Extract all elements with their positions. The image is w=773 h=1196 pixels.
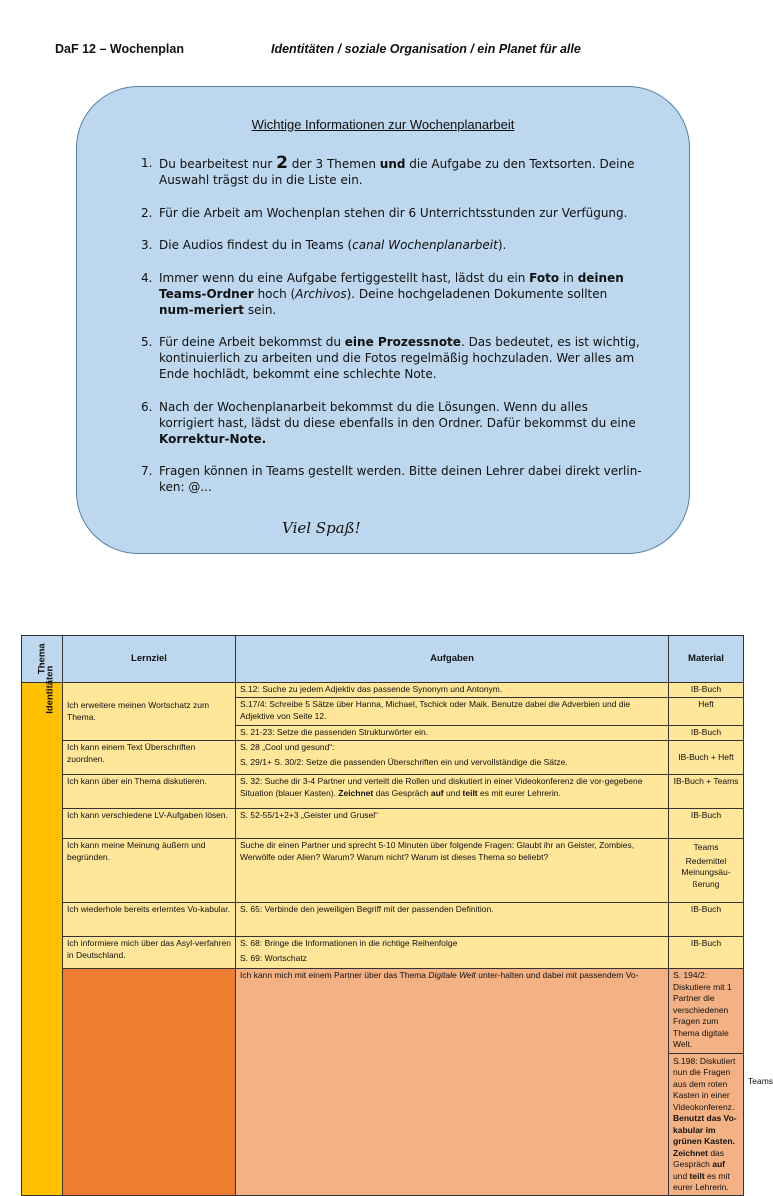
header-thema: [22, 636, 63, 683]
info-item: [141, 334, 645, 382]
material-cell: IB-Buch: [669, 937, 744, 969]
aufgabe-bold: Benutzt das Vo-kabular im grünen Kasten. Zeichnet: [673, 1113, 737, 1158]
lernziel-cell: Ich kann verschiedene LV-Aufgaben lösen.: [63, 809, 236, 839]
item-text: Du bearbeitest nur: [159, 157, 277, 171]
aufgabe-text: es mit eurer Lehrerin.: [477, 787, 561, 798]
aufgabe-bold: Zeichnet: [338, 787, 374, 798]
item-number: 4.: [141, 270, 153, 285]
item-text: die Aufgabe zu den Textsorten. Deine Auswahl trägst du in die Liste ein.: [159, 157, 635, 187]
item-text: Die Audios findest du in Teams (: [159, 238, 353, 252]
aufgabe-cell: S.12: Suche zu jedem Adjektiv das passende Synonym und Antonym.: [236, 683, 669, 698]
closing-text: Viel Spaß!: [282, 519, 361, 537]
item-text: Für die Arbeit am Wochenplan stehen dir 6 Unterrichtsstunden zur Verfügung.: [159, 205, 628, 220]
material-line: Redemittel Meinungsäu-ßerung: [681, 855, 731, 889]
header-material: Material: [669, 636, 744, 683]
aufgabe-text: S. 32: Suche dir 3-4 Partner und verteilt die Rollen und diskutiert in einer Videokonferenz die vor-gegebene Situation (blauer Kasten).: [240, 776, 643, 798]
item-text: sein.: [244, 302, 277, 317]
item-text: Immer wenn du eine Aufgabe fertiggestellt hast, lädst du ein: [159, 270, 530, 285]
material-cell: IB-Buch: [669, 903, 744, 937]
aufgabe-text: und: [443, 787, 463, 798]
aufgabe-cell: S. 65: Verbinde den jeweiligen Begriff mit der passenden Definition.: [236, 903, 669, 937]
material-cell: IB-Buch: [669, 683, 744, 698]
lernziel-cell: Ich kann meine Meinung äußern und begründen.: [63, 839, 236, 903]
lernziel-text: Ich kann mich mit einem Partner über das Thema: [240, 970, 429, 980]
info-box: [76, 86, 690, 554]
table-row: [22, 741, 744, 775]
info-item: [141, 237, 645, 253]
item-text: in: [559, 270, 578, 285]
info-title: Wichtige Informationen zur Wochenplanarbeit: [251, 117, 515, 132]
aufgabe-line: S. 68: Bringe die Informationen in die richtige Reihenfolge: [240, 938, 458, 948]
aufgabe-cell: [236, 775, 669, 809]
item-text: hoch (: [253, 286, 296, 301]
info-item: [141, 205, 645, 221]
info-item: [141, 463, 645, 495]
item-bold: eine Prozessnote: [344, 335, 461, 349]
lernziel-cell: Ich kann über ein Thema diskutieren.: [63, 775, 236, 809]
thema-label: Identitäten: [44, 665, 56, 714]
item-text: . Das bedeutet, es ist wichtig, kontinuierlich zu arbeiten und die Fotos regelmäßig hochzuladen. Wer alles am Ende hochlädt, bekommt eine schlechte Note.: [159, 335, 640, 381]
table-row: [22, 937, 744, 969]
item-bold: num-meriert: [159, 302, 245, 317]
table-row: [22, 839, 744, 903]
item-text: Für deine Arbeit bekommst du: [159, 335, 345, 349]
item-number: 3.: [141, 238, 153, 252]
header-aufgaben: Aufgaben: [236, 636, 669, 683]
item-text: ).: [497, 238, 507, 252]
aufgabe-cell: S.17/4: Schreibe 5 Sätze über Hanna, Michael, Tschick oder Maik. Benutze dabei die Adverbien und die Adjektive von Seite 12.: [236, 698, 669, 726]
aufgabe-bold: auf: [430, 787, 444, 798]
item-text: der 3 Themen: [287, 157, 380, 171]
material-cell: IB-Buch: [669, 809, 744, 839]
aufgabe-line: S. 194/2: Diskutiere mit 1 Partner die verschiedenen Fragen zum Thema digitale Welt.: [673, 970, 732, 1049]
lernziel-cell: Ich kann einem Text Überschriften zuordnen.: [63, 741, 236, 775]
table-row: [22, 903, 744, 937]
item-bold: Foto: [529, 270, 560, 285]
item-italic: canal Wochenplanarbeit: [352, 238, 498, 252]
material-cell: IB-Buch + Teams: [669, 775, 744, 809]
aufgabe-cell: Suche dir einen Partner und sprecht 5-10 Minuten über folgende Fragen: Glaubt ihr an Geister, Zombies, Werwölfe oder Alien? Warum? Warum nicht? Warum ist dieses Thema so beliebt?: [236, 839, 669, 903]
item-bold: Korrektur-Note.: [159, 431, 267, 446]
lernziel-cell: Ich wiederhole bereits erlerntes Vo-kabular.: [63, 903, 236, 937]
table-row: [22, 775, 744, 809]
info-item: [141, 155, 645, 188]
header-thema-label: Thema: [36, 643, 48, 675]
item-bold: und: [379, 157, 406, 171]
aufgabe-bold: auf: [712, 1159, 725, 1169]
table-row: Ich kann mich mit einem Partner über das Thema Digitale Welt unter-halten und dabei mit passendem Vo- S. 194/2: Diskutiere mit 1 Partner die verschiedenen Fragen zum Thema digitale Welt. S.198: Diskutiert nun die Fragen aus dem roten Kasten in einer Videokonferenz. Benutzt das Vo-kabular im grünen Kasten. Zeichnet das Gespräch auf und teilt es mit eurer Lehrerin. Teams: [22, 969, 744, 1196]
aufgabe-text: es mit eurer Lehrerin.: [673, 1170, 730, 1192]
aufgabe-cell: [236, 741, 669, 775]
aufgabe-line: [669, 1053, 743, 1194]
lernziel-cell: Ich informiere mich über das Asyl-verfahren in Deutschland.: [63, 937, 236, 969]
aufgabe-line: S. 28 „Cool und gesund“:: [240, 742, 335, 752]
aufgabe-cell: S. 52-55/1+2+3 „Geister und Grusel“: [236, 809, 669, 839]
page-header: [55, 42, 728, 62]
item-bold: deinen Teams-Ordner: [159, 270, 624, 301]
item-italic: Archivos: [295, 286, 347, 301]
material-line: Teams: [693, 842, 719, 852]
item-number: 5.: [141, 335, 153, 349]
thema-cell-2: [63, 969, 236, 1196]
aufgabe-bold: teilt: [689, 1170, 705, 1181]
aufgabe-line: S. 29/1+ S. 30/2: Setze die passenden Überschriften ein und vervollständige die Sätze.: [240, 756, 568, 767]
table-row: [22, 809, 744, 839]
aufgabe-cell: S. 21-23: Setze die passenden Strukturwörter ein.: [236, 726, 669, 741]
aufgabe-bold: teilt: [462, 787, 478, 798]
material-cell: Heft: [669, 698, 744, 726]
aufgabe-cell: [669, 969, 744, 1196]
item-text: Nach der Wochenplanarbeit bekommst du die Lösungen. Wenn du alles korrigiert hast, lädst du diese ebenfalls in den Ordner. Dafür bekommst du eine: [159, 399, 636, 430]
aufgabe-cell: [236, 937, 669, 969]
weekly-plan-table: [21, 635, 773, 1196]
info-item: [141, 399, 645, 447]
aufgabe-text: das Gespräch: [673, 1147, 725, 1169]
material-cell: IB-Buch: [669, 726, 744, 741]
aufgabe-text: S.198: Diskutiert nun die Fragen aus dem roten Kasten in einer Videokonferenz.: [673, 1055, 736, 1112]
lernziel-italic: Digitale Welt: [428, 970, 476, 980]
thema-cell-identitaeten: [22, 665, 63, 1196]
aufgabe-text: und: [673, 1170, 690, 1181]
info-item: [141, 270, 645, 318]
item-text: Fragen können in Teams gestellt werden. Bitte deinen Lehrer dabei direkt verlin-ken: @...: [159, 464, 642, 494]
item-number: 1.: [141, 156, 153, 170]
item-number: 7.: [141, 464, 153, 478]
topics-title: Identitäten / soziale Organisation / ein Planet für alle: [271, 42, 581, 56]
material-cell: [669, 839, 744, 903]
aufgabe-line: S. 69: Wortschatz: [240, 952, 307, 963]
item-number: 6.: [141, 399, 153, 414]
table-header-row: [22, 636, 744, 683]
lernziel-cell: Ich erweitere meinen Wortschatz zum Thema.: [63, 683, 236, 741]
course-title: DaF 12 – Wochenplan: [55, 42, 184, 56]
item-text: ). Deine hochgeladenen Dokumente sollten: [346, 286, 608, 301]
table-row: [22, 683, 744, 698]
lernziel-cell: [236, 969, 669, 1196]
info-list: [141, 155, 645, 512]
item-bold: 2: [276, 153, 288, 173]
lernziel-text: unter-halten und dabei mit passendem Vo-: [475, 970, 639, 980]
aufgabe-text: das Gespräch: [373, 787, 431, 798]
header-lernziel: Lernziel: [63, 636, 236, 683]
item-number: 2.: [141, 205, 153, 220]
material-cell: IB-Buch + Heft: [669, 741, 744, 775]
